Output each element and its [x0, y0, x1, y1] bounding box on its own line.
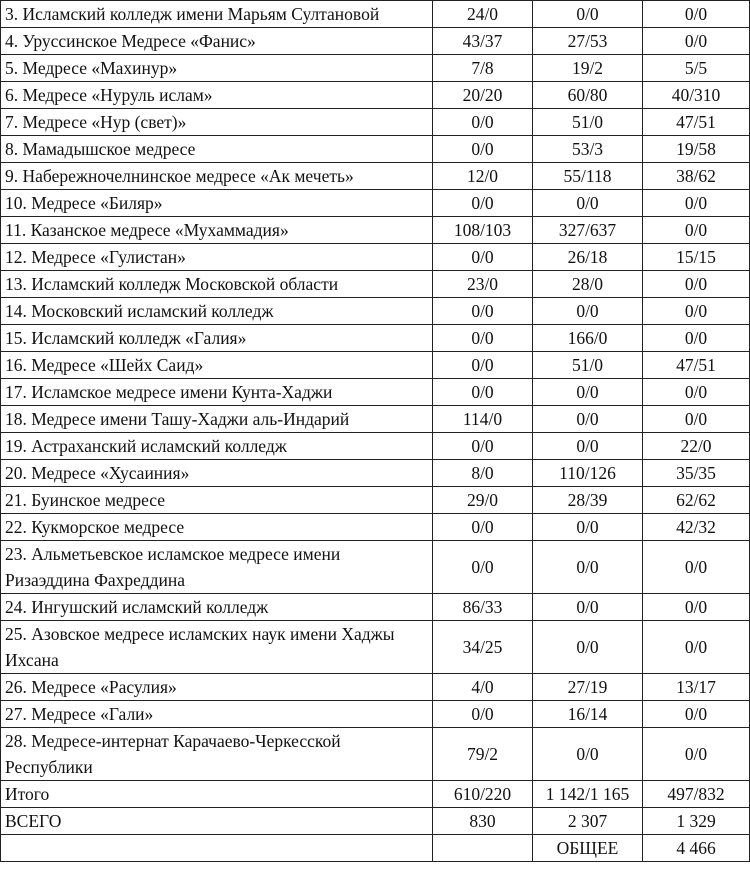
table-row	[1, 190, 750, 217]
institution-name: 23. Альметьевское исламское медресе имени Ризаэддина Фахреддина	[1, 541, 433, 594]
table-row	[1, 325, 750, 352]
value-cell: 0/0	[433, 514, 533, 541]
table-body	[1, 1, 750, 862]
table-row	[1, 594, 750, 621]
value-cell: 47/51	[643, 109, 750, 136]
institution-name: 19. Астраханский исламский колледж	[1, 433, 433, 460]
value-cell: 0/0	[643, 728, 750, 781]
value-cell: 79/2	[433, 728, 533, 781]
table-row	[1, 217, 750, 244]
value-cell: 0/0	[643, 701, 750, 728]
institution-name: 7. Медресе «Нур (свет)»	[1, 109, 433, 136]
value-cell: 0/0	[533, 514, 643, 541]
institution-name: 10. Медресе «Биляр»	[1, 190, 433, 217]
value-cell: 0/0	[433, 701, 533, 728]
value-cell: 0/0	[533, 379, 643, 406]
table-row	[1, 163, 750, 190]
table-row	[1, 674, 750, 701]
value-cell: 38/62	[643, 163, 750, 190]
value-cell: 22/0	[643, 433, 750, 460]
value-cell: 0/0	[533, 406, 643, 433]
table-row	[1, 433, 750, 460]
table-row	[1, 298, 750, 325]
value-cell: 0/0	[433, 136, 533, 163]
value-cell: 108/103	[433, 217, 533, 244]
institution-name: 12. Медресе «Гулистан»	[1, 244, 433, 271]
table-row	[1, 728, 750, 781]
institution-name: 13. Исламский колледж Московской области	[1, 271, 433, 298]
value-cell: 110/126	[533, 460, 643, 487]
totals-row	[1, 781, 750, 808]
institution-name: 22. Кукморское медресе	[1, 514, 433, 541]
value-cell: 0/0	[643, 217, 750, 244]
value-cell: 28/0	[533, 271, 643, 298]
institution-name: 25. Азовское медресе исламских наук имени Хаджы Ихсана	[1, 621, 433, 674]
value-cell: 8/0	[433, 460, 533, 487]
value-cell: 114/0	[433, 406, 533, 433]
value-cell: 0/0	[533, 594, 643, 621]
institution-name: 9. Набережночелнинское медресе «Ак мечеть»	[1, 163, 433, 190]
value-cell: 0/0	[643, 406, 750, 433]
table-row	[1, 406, 750, 433]
value-cell: 55/118	[533, 163, 643, 190]
table-row	[1, 487, 750, 514]
value-cell: 24/0	[433, 1, 533, 28]
value-cell: 0/0	[643, 190, 750, 217]
value-cell: 12/0	[433, 163, 533, 190]
value-cell: 15/15	[643, 244, 750, 271]
table-row	[1, 379, 750, 406]
institution-name: 3. Исламский колледж имени Марьям Султановой	[1, 1, 433, 28]
totals-value: 1 142/1 165	[533, 781, 643, 808]
value-cell: 0/0	[533, 190, 643, 217]
value-cell: 0/0	[433, 541, 533, 594]
institution-name: 20. Медресе «Хусаиния»	[1, 460, 433, 487]
value-cell: 0/0	[433, 379, 533, 406]
grand-total-label: ВСЕГО	[1, 808, 433, 835]
institution-name: 14. Московский исламский колледж	[1, 298, 433, 325]
value-cell: 7/8	[433, 55, 533, 82]
value-cell: 0/0	[643, 271, 750, 298]
institution-name: 6. Медресе «Нуруль ислам»	[1, 82, 433, 109]
totals-label: Итого	[1, 781, 433, 808]
value-cell: 0/0	[433, 190, 533, 217]
institution-name: 27. Медресе «Гали»	[1, 701, 433, 728]
overall-total-row	[1, 835, 750, 862]
value-cell: 0/0	[643, 621, 750, 674]
value-cell: 0/0	[643, 298, 750, 325]
value-cell: 53/3	[533, 136, 643, 163]
value-cell: 13/17	[643, 674, 750, 701]
institution-name: 21. Буинское медресе	[1, 487, 433, 514]
value-cell: 86/33	[433, 594, 533, 621]
empty-cell	[1, 835, 433, 862]
value-cell: 0/0	[533, 621, 643, 674]
value-cell: 0/0	[533, 1, 643, 28]
value-cell: 0/0	[643, 28, 750, 55]
value-cell: 42/32	[643, 514, 750, 541]
institution-name: 28. Медресе-интернат Карачаево-Черкесской Республики	[1, 728, 433, 781]
value-cell: 29/0	[433, 487, 533, 514]
value-cell: 0/0	[643, 541, 750, 594]
value-cell: 27/19	[533, 674, 643, 701]
value-cell: 19/2	[533, 55, 643, 82]
value-cell: 0/0	[533, 298, 643, 325]
value-cell: 28/39	[533, 487, 643, 514]
value-cell: 23/0	[433, 271, 533, 298]
institution-name: 5. Медресе «Махинур»	[1, 55, 433, 82]
value-cell: 0/0	[643, 325, 750, 352]
value-cell: 34/25	[433, 621, 533, 674]
value-cell: 20/20	[433, 82, 533, 109]
institution-name: 16. Медресе «Шейх Саид»	[1, 352, 433, 379]
value-cell: 0/0	[433, 433, 533, 460]
value-cell: 0/0	[533, 728, 643, 781]
institution-name: 18. Медресе имени Ташу-Хаджи аль-Индарий	[1, 406, 433, 433]
table-row	[1, 514, 750, 541]
institution-name: 4. Уруссинское Медресе «Фанис»	[1, 28, 433, 55]
grand-total-value: 830	[433, 808, 533, 835]
value-cell: 27/53	[533, 28, 643, 55]
table-row	[1, 352, 750, 379]
totals-value: 610/220	[433, 781, 533, 808]
totals-value: 497/832	[643, 781, 750, 808]
value-cell: 62/62	[643, 487, 750, 514]
overall-total-label: ОБЩЕЕ	[533, 835, 643, 862]
value-cell: 0/0	[533, 433, 643, 460]
value-cell: 0/0	[433, 352, 533, 379]
value-cell: 0/0	[643, 379, 750, 406]
empty-cell	[433, 835, 533, 862]
value-cell: 35/35	[643, 460, 750, 487]
overall-total-value: 4 466	[643, 835, 750, 862]
value-cell: 51/0	[533, 109, 643, 136]
table-row	[1, 109, 750, 136]
table-row	[1, 621, 750, 674]
table-row	[1, 541, 750, 594]
institution-name: 15. Исламский колледж «Галия»	[1, 325, 433, 352]
value-cell: 5/5	[643, 55, 750, 82]
institution-name: 26. Медресе «Расулия»	[1, 674, 433, 701]
value-cell: 4/0	[433, 674, 533, 701]
institution-name: 17. Исламское медресе имени Кунта-Хаджи	[1, 379, 433, 406]
table-row	[1, 701, 750, 728]
table-row	[1, 136, 750, 163]
grand-total-value: 2 307	[533, 808, 643, 835]
institution-name: 11. Казанское медресе «Мухаммадия»	[1, 217, 433, 244]
value-cell: 19/58	[643, 136, 750, 163]
value-cell: 0/0	[643, 1, 750, 28]
value-cell: 16/14	[533, 701, 643, 728]
value-cell: 0/0	[433, 325, 533, 352]
value-cell: 0/0	[533, 541, 643, 594]
table-row	[1, 28, 750, 55]
value-cell: 0/0	[433, 298, 533, 325]
value-cell: 43/37	[433, 28, 533, 55]
table-row	[1, 1, 750, 28]
value-cell: 166/0	[533, 325, 643, 352]
institution-name: 24. Ингушский исламский колледж	[1, 594, 433, 621]
value-cell: 0/0	[433, 244, 533, 271]
table-row	[1, 55, 750, 82]
value-cell: 40/310	[643, 82, 750, 109]
grand-total-value: 1 329	[643, 808, 750, 835]
grand-total-row	[1, 808, 750, 835]
table-row	[1, 244, 750, 271]
value-cell: 0/0	[643, 594, 750, 621]
value-cell: 327/637	[533, 217, 643, 244]
value-cell: 0/0	[433, 109, 533, 136]
table-row	[1, 82, 750, 109]
value-cell: 60/80	[533, 82, 643, 109]
value-cell: 26/18	[533, 244, 643, 271]
value-cell: 51/0	[533, 352, 643, 379]
table-row	[1, 271, 750, 298]
table-row	[1, 460, 750, 487]
value-cell: 47/51	[643, 352, 750, 379]
institution-name: 8. Мамадышское медресе	[1, 136, 433, 163]
